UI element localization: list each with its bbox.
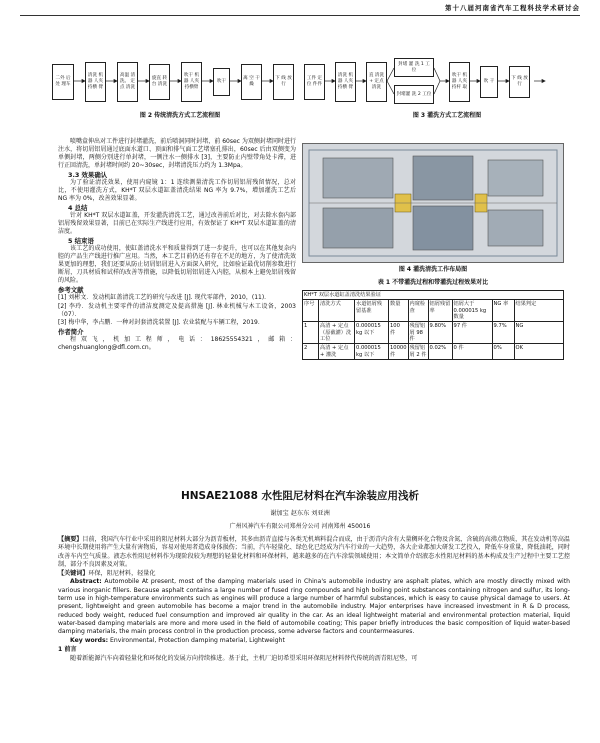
reference: [1] 刘彬文．发动机缸盖清洗工艺的研究与改进 [J]. 现代零部件，2010，(11)． [58,294,271,302]
table-cell: 0% [492,344,514,360]
reference: [2] 李玲．发动机主要零件的清洁度测定及提高措施 [J]. 林业机械与木工设备，2003（07）． [58,302,296,318]
table-cell: 10000 件 [390,345,407,358]
flow3-box: 封堵灌 洗 2 工位 [394,85,434,104]
article-institution: 广州风神汽车有限公司郑州分公司 河南郑州 450016 [229,523,371,530]
table-cell: OK [514,344,563,360]
keywords-en-label: Key words: [70,636,109,644]
table-header: 数量 [389,300,409,322]
journal-header: 第十八届河南省汽车工程科技学术研讨会 [20,4,580,16]
section-heading: 3.3 效果确认 [68,170,108,179]
article-title: HNSAE21088 水性阻尼材料在汽车涂装应用浅析 [180,490,420,502]
table-header-row [303,300,564,322]
table-header: 序号 [303,300,319,322]
reference: [3] 梅中华，李占鹏．一种对封套清洗装置 [J]. 农业装配与车辆工程，2019． [58,319,264,327]
table-header: NG 率 [492,300,514,322]
flow-box: 二外 后处 理车 [52,64,74,100]
left-column [58,138,296,353]
table-cell: 0.000015 kg 以下 [355,344,389,360]
table-header: 铝屑大于 0.000015 kg 数量 [452,300,492,322]
abstract-en-label: Abstract: [70,578,102,586]
keywords-cn [58,570,570,578]
table-cell: 0.000015 kg 以下 [355,322,389,344]
table-cell: 0.02% [428,344,452,360]
table-cell: 0 件 [452,344,492,360]
section-heading: 4 总结 [68,203,88,212]
paragraph: 随着新能源汽车向着轻量化和环保化的发展方向持续推进。基于此，主机厂迫切希望采用环保阻尼材料替代传统的沥青阻尼垫，可 [70,654,418,662]
paragraph: 为了验证清洗效果，使用内窥镜 1：1 连续测量清洗工作切屑铝屑残留情况，总对比，不使用灌洗方式，KH*T 双层水道缸盖清洗结果 NG 率为 9.7%，增加灌洗工艺后 NG 率为 0%，改善效果显著。 [58,179,296,202]
table-cell: 2 [303,344,319,360]
figure2-caption: 图 2 传统清洗方式工艺流程图 [139,112,221,119]
figure4-caption: 图 4 灌洗清洗工作布局图 [398,266,468,273]
flow-box: 吹干 [213,68,230,96]
table-span-row [303,291,564,300]
table-cell: 9.80% [428,322,452,344]
paragraph: 该工艺的成功使用，使缸盖清洗水平和质量得到了进一步提升，也可以在其他复杂内腔的产品生产线进行推广应用。当然，本工艺目前仍还有存在不足的地方，为了使清洗效果更加的理想，我们还要从防止切屑铝屑进入方面深入研究，比如验证最优切削参数进行断屑，刀具材质和试样的改善等措施，以降低切屑铝屑进入内腔，从根本上避免铝屑残留的风险。 [58,245,296,285]
flow-box: 高温 清洗、 定点 清洗 [117,62,138,102]
abstract-label: 【摘要】 [58,536,83,543]
table-cell: 97 件 [452,322,492,344]
flow-box: 离 空 干 燥 [241,64,262,100]
flowchart-irrigation [302,56,584,124]
table-cell: 100 件 [389,322,409,344]
table-cell: 9.7% [492,322,514,344]
keywords-en-text: Environmental, Protection damping material, Lightweight [110,636,285,644]
table-header: 铝屑残留率 [428,300,452,322]
abstract-en-text: Automobile At present, most of the damping materials used in China's automobile industry are asphalt plates, which are mostly directly mixed with various inorganic fillers. Because asphalt contains a large number of fused ring compounds and high boiling point substances containing nitrogen and sulfur, its long-term use in high-temperature environments such as engines will produce a large number of harmful substances, which is easy to cause physical damage to users. At present, lightweight and green automobile has become a major trend in the automobile industry. Major enterprises have increased investment in R & D process, reduced body weight, reduced fuel consumption and improved air quality in the car. As an ideal lightweight material and environmental protection material, liquid water-based damping materials are more and more used in the field of automobile coating; This paper briefly introduces the basic composition of liquid water-based damping materials, the main process control in the production process, some adverse factors and countermeasures. [58,578,571,636]
flow3-box: 下 线 放行 [509,66,530,98]
keywords-label: 【关键词】 [58,569,89,577]
author-info: 程双飞，机加工程师，电话：18625554321，邮箱：chengshuanglong@dfl.com.cn。 [58,336,296,352]
figure3-caption: 图 3 灌洗方式工艺流程图 [412,112,482,119]
abstract-block [58,536,570,664]
table-cell: 1 [303,322,319,344]
flow3-box: 吹 干 [480,66,498,98]
abstract-en [58,578,570,636]
table-cell: 高清 + 定点 + 灌洗 [319,344,355,360]
flow3-box: 工件 定位 件件 [304,64,325,100]
table-row [303,322,564,344]
layout-photo [302,143,564,263]
section-heading: 5 结束语 [68,236,94,245]
table-cell: 残留铝屑 2 件 [409,345,427,358]
table-header: 清洗方式 [319,300,355,322]
table-row [303,344,564,360]
paragraph: 喷嘴盒伸出对工件进行封堵灌洗，前后喷洞同时封堵，前 60sec 为双侧封堵同时进行注水，将切屑铝屑通过底面水道口、顶面和排气面工艺堵塞孔排出，60sec 后由双侧变为单侧封堵，两侧分别进行单封堵，一侧注水一侧排水 [3]，主要防止内壁带角处卡滞，进行正回清洗，单封堵时间约 20~30sec，封堵清洗压力约为 1.3Mpa。 [58,138,296,169]
table-header: 水道铝屑残留基准 [355,300,389,322]
flow-box: 旋直 转台 清洗 [149,64,170,100]
article-authors: 谢加宝 赵东东 刘亚洲 [270,510,330,517]
flow3-box: 封堵 灌 洗 1 工 位 [394,58,434,77]
table1-caption: 表 1 不带灌洗过程和带灌洗过程效果对比 [377,279,489,286]
author-heading: 作者简介 [58,328,84,337]
table-cell: 残留铝屑 98 件 [408,322,428,344]
table-header: 结果判定 [514,300,563,322]
flow-box: 清洗 机器 人夹 持横 臂 [85,62,106,102]
flow3-box: 直 清洗 + 定点 清洗 [366,62,387,102]
keywords-en [58,637,570,645]
table-cell: 高清 + 定点（原截灌）洗工位 [319,322,355,344]
abstract-text: 目前，我国汽车行业中采用的阻尼材料大部分为沥青板材，其多由沥青直接与各类无机填料混合而成，由于沥青内含有大量稠环化合物及含氮、含硫的高沸点物质，其在发动机等高温环境中长期使用将产生大量有害物质，容易对使用者造成身体损伤；当前，汽车轻量化、绿色化已经成为汽车行业的一大趋势，各大企业都加大研发工艺投入，降低车身重量，降低油耗，同时改善车内空气质量。液态水性阻尼材料作为现阶段较为理想的轻量化材料和环保材料，越来越多的在汽车涂装领域使用；本文简单介绍液态水性阻尼材料的基本构成及生产过程中主要工艺控制，部分不良因素及对策。 [58,536,571,568]
table-header: 内窥检查 [408,300,428,322]
machine-render [303,144,563,262]
section-heading: 1 前言 [58,646,77,654]
flow3-box: 清洗 机器 人夹 持横 臂 [335,62,356,102]
flow-box: 下 线 放 行 [273,64,294,100]
flow3-box: 吹干 机器 人夹 持杆 取 [449,62,470,102]
table-cell: NG [514,322,563,344]
references-heading: 参考文献 [58,285,84,294]
table-span-header: KH*T 双层水道缸盖清洗结果验证 [303,291,564,300]
keywords-text: 环保，阻尼材料，轻量化 [88,569,156,577]
abstract-cn [58,536,570,569]
results-table [302,290,564,360]
flow-box: 吹干 机器 人夹 持横臂 [181,62,202,102]
paragraph: 针对 KH*T 双层水道缸盖，开发灌洗清洗工艺，通过改善前后对比，对去除水套内部铝屑残留效果显著，目前已在实际生产线进行应用，有效保证了 KH*T 双层水道缸盖的清洁度。 [58,212,296,236]
